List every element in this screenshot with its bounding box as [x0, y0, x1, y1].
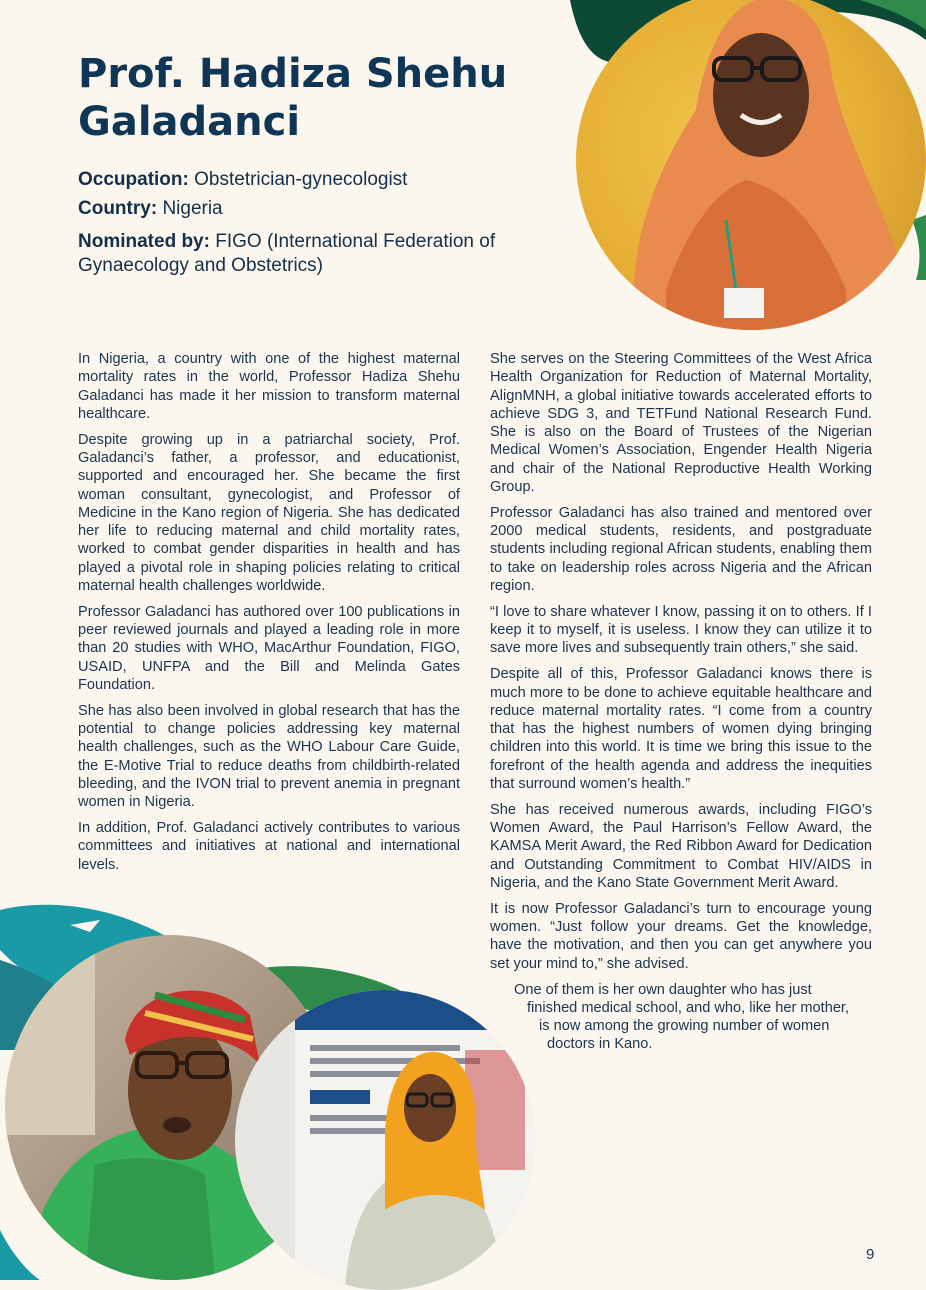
closing-line: finished medical school, and who, like her mother,	[527, 999, 850, 1016]
page-title	[78, 50, 548, 146]
paragraph: She serves on the Steering Committees of the West Africa Health Organization for Reduction of Maternal Mortality, AlignMNH, a global initiative towards accelerated efforts to achieve SDG 3, and TETFund National Research Fund. She is also on the Board of Trustees of the Nigerian Medical Women’s Association, Engender Health Nigeria and chair of the National Reproductive Health Working Group.	[490, 351, 872, 496]
occupation-line	[78, 168, 548, 192]
paragraph: Professor Galadanci has authored over 100 publications in peer reviewed journals and played a leading role in more than 20 studies with WHO, MacArthur Foundation, FIGO, USAID, UNFPA and the Bill and Melinda Gates Foundation.	[78, 603, 460, 694]
occupation-label: Occupation:	[78, 169, 189, 190]
poster-photo-bottom	[235, 990, 535, 1290]
nominated-label: Nominated by:	[78, 231, 210, 252]
paragraph: “I love to share whatever I know, passing it on to others. If I keep it to myself, it is useless. I know they can utilize it to save more lives and subsequently train others,” she said.	[490, 603, 872, 657]
title-line-1: Prof. Hadiza Shehu	[78, 51, 508, 97]
paragraph: Professor Galadanci has also trained and mentored over 2000 medical students, residents, and postgraduate students including regional African students, enabling them to take on leadership roles across Nigeria and the African region.	[490, 504, 872, 595]
portrait-photo-top	[576, 0, 926, 330]
closing-line: doctors in Kano.	[547, 1036, 653, 1053]
closing-line: One of them is her own daughter who has just	[514, 981, 812, 998]
country-value: Nigeria	[162, 198, 223, 219]
nominated-value-2: Gynaecology and Obstetrics)	[78, 255, 324, 276]
country-label: Country:	[78, 198, 158, 219]
paragraph: She has also been involved in global research that has the potential to change policies addressing key maternal health challenges, such as the WHO Labour Care Guide, the E-Motive Trial to reduce deaths from childbirth-related bleeding, and the IVON trial to prevent anemia in pregnant women in Nigeria.	[78, 702, 460, 811]
title-line-2: Galadanci	[78, 99, 301, 145]
paragraph: She has received numerous awards, including FIGO’s Women Award, the Paul Harrison’s Fellow Award, the KAMSA Merit Award, the Red Ribbon Award for Dedication and Outstanding Commitment to Combat HIV/AIDS in Nigeria, and the Kano State Government Merit Award.	[490, 801, 872, 892]
nominated-line	[78, 230, 548, 278]
page-number: 9	[866, 1246, 875, 1263]
paragraph: In Nigeria, a country with one of the highest maternal mortality rates in the world, Professor Hadiza Shehu Galadanci has made it her mission to transform maternal healthcare.	[78, 351, 460, 422]
closing-line: is now among the growing number of women	[539, 1018, 830, 1035]
paragraph: In addition, Prof. Galadanci actively contributes to various committees and initiatives at national and international levels.	[78, 820, 460, 873]
paragraph: It is now Professor Galadanci’s turn to encourage young women. “Just follow your dreams. Get the knowledge, have the motivation, and then you can get anywhere you set your mind to,” she advised.	[490, 900, 872, 972]
paragraph: Despite growing up in a patriarchal society, Prof. Galadanci’s father, a professor, and educationist, supported and encouraged her. She became the first woman consultant, gynecologist, and Professor of Medicine in the Kano region of Nigeria. She has dedicated her life to reducing maternal and child mortality rates, worked to combat gender disparities in health and has played a pivotal role in shaping policies relating to critical maternal health challenges worldwide.	[78, 431, 460, 595]
occupation-value: Obstetrician-gynecologist	[194, 169, 408, 190]
country-line	[78, 197, 548, 221]
paragraph: Despite all of this, Professor Galadanci knows there is much more to be done to achieve equitable healthcare and reduce maternal mortality rates. “I come from a country that has the highest numbers of women dying bringing children into this world. It is time we bring this issue to the forefront of the health agenda and address the inequities that surround women’s health.”	[490, 666, 872, 793]
nominated-value-1: FIGO (International Federation of	[215, 231, 496, 252]
left-column	[78, 350, 460, 882]
